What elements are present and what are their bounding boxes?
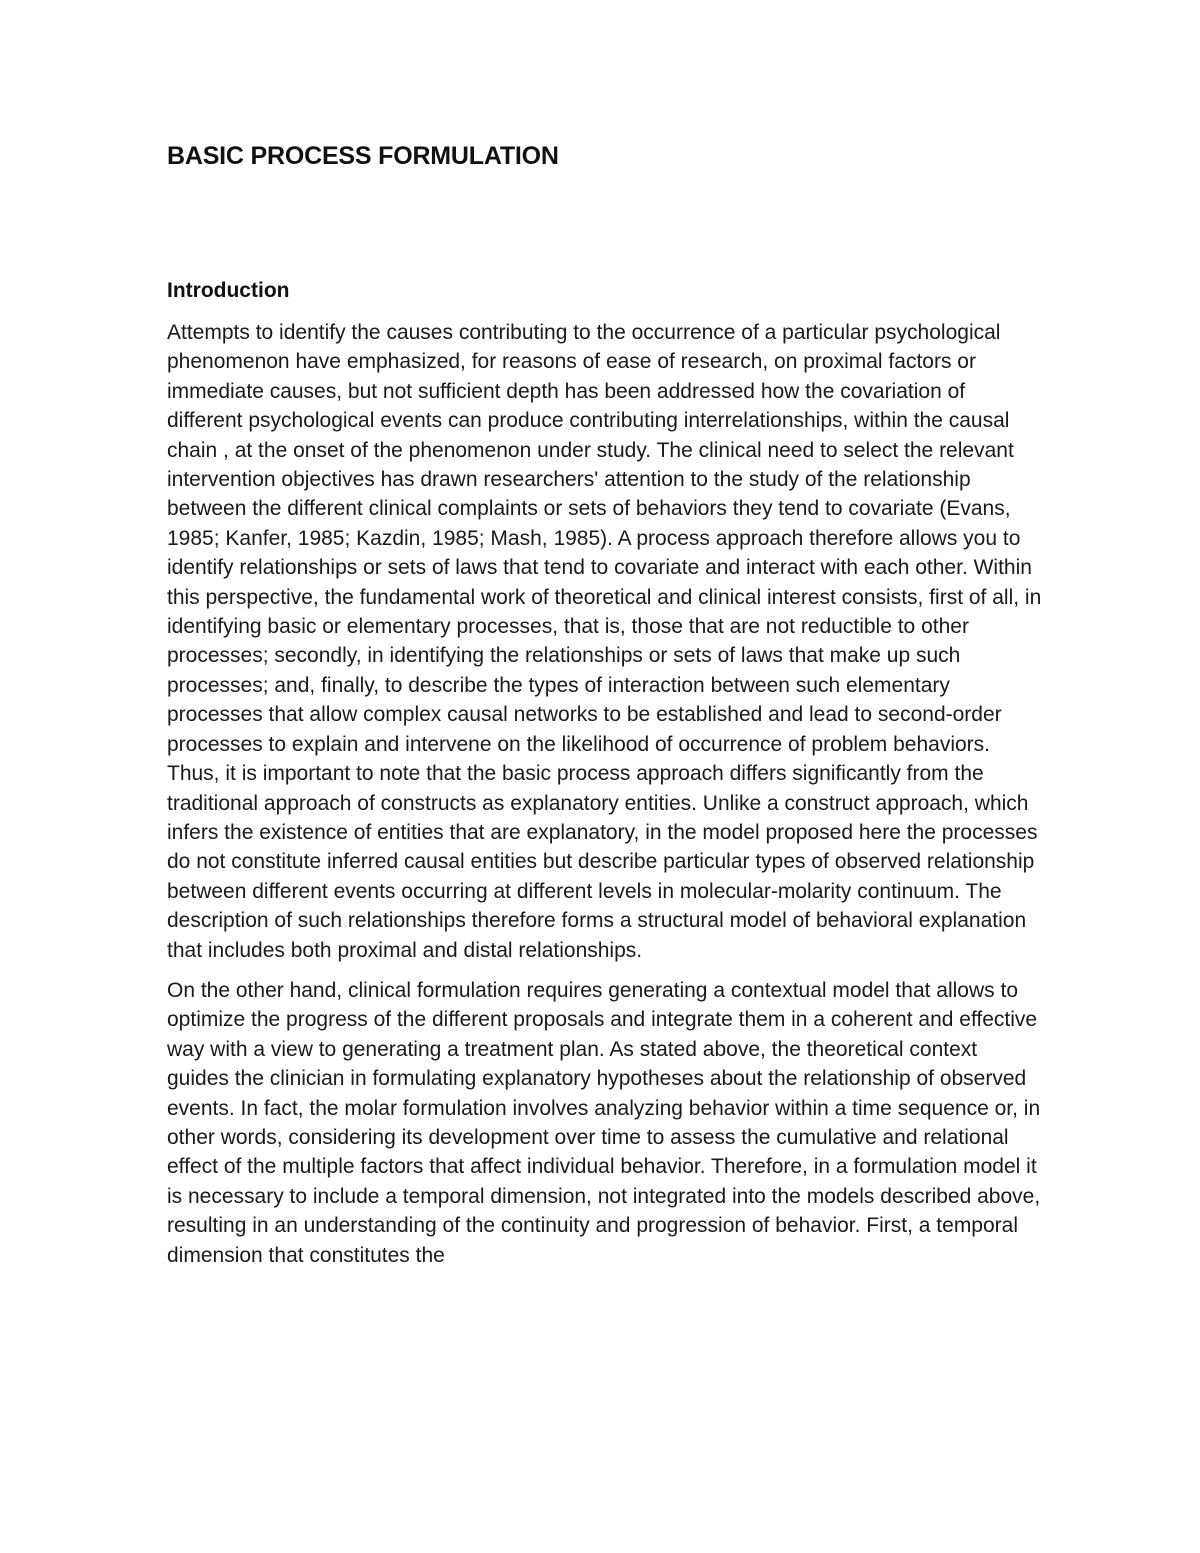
document-title: BASIC PROCESS FORMULATION — [167, 142, 559, 170]
paragraph-1: Attempts to identify the causes contributing to the occurrence of a particular psychological phenomenon have emphasized, for reasons of ease of research, on proximal factors or immediate causes, but not sufficient depth has been addressed how the covariation of different psychological events can produce contributing interrelationships, within the causal chain , at the onset of the phenomenon under study. The clinical need to select the relevant intervention objectives has drawn researchers' attention to the study of the relationship between the different clinical complaints or sets of behaviors they tend to covariate (Evans, 1985; Kanfer, 1985; Kazdin, 1985; Mash, 1985). A process approach therefore allows you to identify relationships or sets of laws that tend to covariate and interact with each other. Within this perspective, the fundamental work of theoretical and clinical interest consists, first of all, in identifying basic or elementary processes, that is, those that are not reductible to other processes; secondly, in identifying the relationships or sets of laws that make up such processes; and, finally, to describe the types of interaction between such elementary processes that allow complex causal networks to be established and lead to second-order processes to explain and intervene on the likelihood of occurrence of problem behaviors. Thus, it is important to note that the basic process approach differs significantly from the traditional approach of constructs as explanatory entities. Unlike a construct approach, which infers the existence of entities that are explanatory, in the model proposed here the processes do not constitute inferred causal entities but describe particular types of observed relationship between different events occurring at different levels in molecular-molarity continuum. The description of such relationships therefore forms a structural model of behavioral explanation that includes both proximal and distal relationships. — [167, 321, 1042, 962]
paragraph-2: On the other hand, clinical formulation requires generating a contextual model that allows to optimize the progress of the different proposals and integrate them in a coherent and effective way with a view to generating a treatment plan. As stated above, the theoretical context guides the clinician in formulating explanatory hypotheses about the relationship of observed events. In fact, the molar formulation involves analyzing behavior within a time sequence or, in other words, considering its development over time to assess the cumulative and relational effect of the multiple factors that affect individual behavior. Therefore, in a formulation model it is necessary to include a temporal dimension, not integrated into the models described above, resulting in an understanding of the continuity and progression of behavior. First, a temporal dimension that constitutes the — [167, 978, 1041, 1267]
section-heading-introduction: Introduction — [167, 279, 290, 302]
document-body — [167, 138, 1042, 1270]
